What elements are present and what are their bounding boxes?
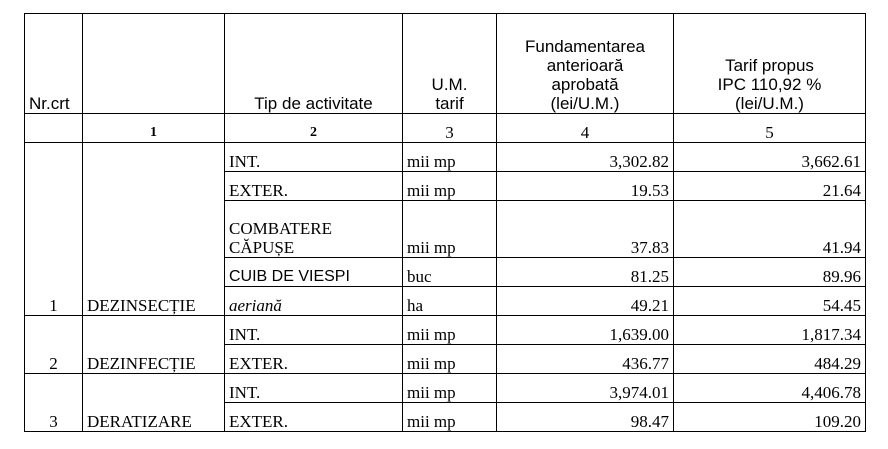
unit-cell: mii mp: [403, 316, 497, 345]
colnum-1: 1: [83, 114, 225, 143]
activity-cell: INT.: [225, 143, 403, 172]
header-row: [25, 14, 866, 114]
activity-cell: EXTER.: [225, 403, 403, 432]
table-row: [25, 143, 866, 172]
header-tip-activitate: Tip de activitate: [225, 14, 403, 114]
previous-value-cell: 81.25: [497, 258, 674, 287]
proposed-value-cell: 54.45: [674, 287, 866, 316]
previous-value-cell: 98.47: [497, 403, 674, 432]
colnum-2: 2: [225, 114, 403, 143]
header-nr-crt: Nr.crt: [25, 14, 83, 114]
previous-value-cell: 3,302.82: [497, 143, 674, 172]
header-fundamentarea: Fundamentarea anterioară aprobată (lei/U.M.): [497, 14, 674, 114]
previous-value-cell: 3,974.01: [497, 374, 674, 403]
group-name: DEZINFECȚIE: [83, 316, 225, 374]
tariff-table: [24, 13, 866, 432]
unit-cell: ha: [403, 287, 497, 316]
proposed-value-cell: 41.94: [674, 201, 866, 258]
unit-cell: mii mp: [403, 201, 497, 258]
group-name: DERATIZARE: [83, 374, 225, 432]
colnum-4: 4: [497, 114, 674, 143]
unit-cell: mii mp: [403, 143, 497, 172]
unit-cell: buc: [403, 258, 497, 287]
previous-value-cell: 19.53: [497, 172, 674, 201]
proposed-value-cell: 109.20: [674, 403, 866, 432]
unit-cell: mii mp: [403, 172, 497, 201]
proposed-value-cell: 3,662.61: [674, 143, 866, 172]
previous-value-cell: 49.21: [497, 287, 674, 316]
unit-cell: mii mp: [403, 403, 497, 432]
column-number-row: [25, 114, 866, 143]
header-empty: [83, 14, 225, 114]
proposed-value-cell: 21.64: [674, 172, 866, 201]
previous-value-cell: 1,639.00: [497, 316, 674, 345]
activity-cell: aeriană: [225, 287, 403, 316]
activity-cell: EXTER.: [225, 345, 403, 374]
colnum-5: 5: [674, 114, 866, 143]
previous-value-cell: 436.77: [497, 345, 674, 374]
table-row: [25, 316, 866, 345]
proposed-value-cell: 484.29: [674, 345, 866, 374]
proposed-value-cell: 4,406.78: [674, 374, 866, 403]
group-number: 2: [25, 316, 83, 374]
group-number: 1: [25, 143, 83, 316]
activity-cell: INT.: [225, 316, 403, 345]
previous-value-cell: 37.83: [497, 201, 674, 258]
colnum-empty: [25, 114, 83, 143]
colnum-3: 3: [403, 114, 497, 143]
unit-cell: mii mp: [403, 345, 497, 374]
activity-cell: EXTER.: [225, 172, 403, 201]
header-um-tarif: U.M. tarif: [403, 14, 497, 114]
unit-cell: mii mp: [403, 374, 497, 403]
activity-cell: CUIB DE VIESPI: [225, 258, 403, 287]
proposed-value-cell: 1,817.34: [674, 316, 866, 345]
activity-cell: INT.: [225, 374, 403, 403]
group-number: 3: [25, 374, 83, 432]
group-name: DEZINSECȚIE: [83, 143, 225, 316]
activity-cell: COMBATERE CĂPUȘE: [225, 201, 403, 258]
proposed-value-cell: 89.96: [674, 258, 866, 287]
header-tarif-propus: Tarif propus IPC 110,92 % (lei/U.M.): [674, 14, 866, 114]
table-row: [25, 374, 866, 403]
